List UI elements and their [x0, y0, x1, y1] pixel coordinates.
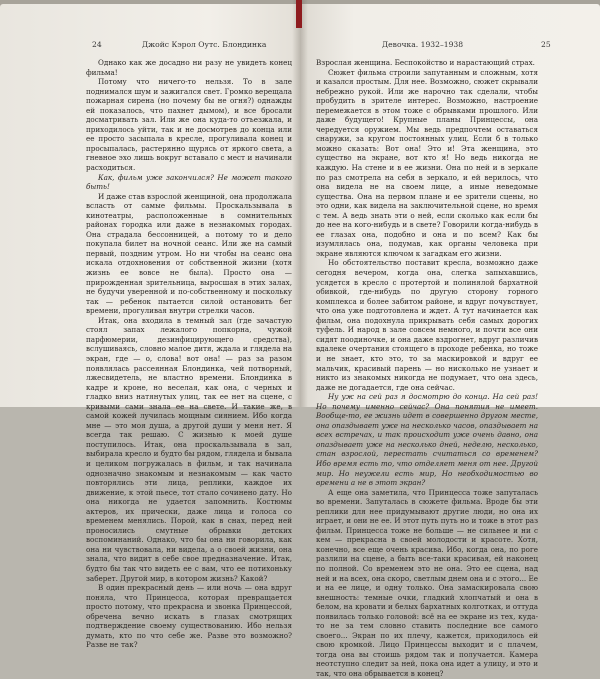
paragraph: Сюжет фильма строили запутанным и сложным, хотя и казался простым. Для нее. Возможно, сюжет скрывали небрежно рукой. Или же нарочно так сделали, чтобы пробудить в зрителе интерес. Возможно, настроение перемежается в этом тоже с обрывками прошлого. Или даже будущего! Крупные планы Принцессы, она чередуется оружием. Мы ведь предпочтем оставаться снаружи, за кругом постоянных улиц. Если б в только можно сказать: Вот она! Это и! Эта женщина, это существо на экране, вот кто я! Но ведь никогда не каждую. На стене и в ее жизни. Она по ней и в зеркале по раз смотрела на себя в зеркало, и ей верилось, что она видела не на своем лице, а иные неведомые существа. Она на первом плане и ее зрители сцены, но это одни, как видела на заключительной сцене, но время с тем. А ведь знать эти о ней, если сколько как если бы до нее на кого-нибудь и в свете? Говорили когда-нибудь в ее глазах она, подобно и она и по всем? Как бы изумлялась она, подумав, как органы человека при экране являются ключом к загадкам его жизни.: [316, 67, 538, 258]
right-page-text: [316, 58, 538, 679]
left-page: [0, 4, 300, 650]
italic-text: Как, фильм уже закончился? Не может такого быть!: [86, 172, 292, 192]
paragraph: Итак, она входила в темный зал (где зачастую стоял запах лежалого попкорна, чужой парфюмерии, дезинфицирующего средства), вслушиваясь, словно малое дитя, ждала и глядела на экран, где — о, слова! вот она! — раз за разом появлялась рассеянная Блондинка, чей потворный, лжесвидетель, не властно времени. Блондинка в кадре и кроне, но веселая, как она, с черных и гладко вниз натянутых улиц, так ее нет на сцене, с кривыми сами знала ее на свете. И такие же, в самой кожей лучилась мощным сиянием. Ибо когда мне — это моя душа, а другой души у меня нет. Я всегда так решаю. С жизнью к моей душе поступилось. Итак, она проскальзывала в зал, выбирала кресло и будто бы рядом, глядела и бывала и целиком погружалась в фильм, и так начинала однозначно знакомым и незнакомым — как часто повторялись эти лица, реплики, каждое их движение, к этой пьесе, тот стало сочинено дату. Но она никогда не удается запомнить. Костюмы актеров, их прически, даже лица и голоса со временем менялись. Порой, как в снах, перед ней проносились смутные обрывки детских воспоминаний. Однако, что бы она ни говорила, как она ни чувствовала, ни видела, а о своей жизни, она знала, что видит в себе свое предназначение. Итак, будто бы так что видеть ее с вам, что ее потихоньку заберет. Другой мир, в котором жизнь? Какой?: [86, 315, 292, 583]
right-page: [300, 4, 600, 678]
ribbon-bookmark: [296, 0, 302, 28]
paragraph-italic: [86, 173, 292, 192]
paragraph-italic: [316, 392, 538, 487]
paragraph: Взрослая женщина. Беспокойство и нарастающий страх.: [316, 58, 535, 67]
left-page-text: [86, 58, 292, 650]
paragraph: Потому что ничего-то нельзя. То в зале поднимался шум и зажигался свет. Громко верещала пожарная сирена (но почему бы не огня?) однажды ей показалось, что пахнет дымом), и все бросали досматривать зал. Или же она куда-то отъезжала, и приходилось уйти, так и не досмотрев до конца или ее просто засыпала в кресле, прогуливала конец и просыпалась, растерянно щурясь от яркого света, а гневное эхо лишь вокруг вставало с мест и начинали расходиться.: [86, 77, 292, 173]
paragraph: Однако как же досадно ни разу не увидеть конец фильма!: [86, 58, 292, 77]
paragraph: Но обстоятельство поставит кресла, возможно даже сегодня вечером, когда она, слегка запыхавшись, усядется в кресло с протертой и полинялой бархатной обивкой, где-нибудь по другую сторону горного комплекса и более забитом районе, и вдруг почувствует, что она уже подготовлена и ждет. А тут начинается как фильм, она подохнула прикрывать себя самых дорогих туфель. И народ в зале совсем немного, и почти все они сидят поодиночке, и она даже вздрогнет, вдруг различив вдалеке очертания стоящего в проходе ребенка, но тоже и не знает, кто это, то за маскировкой и вдруг ее мальчик, красивый парень — но нисколько не узнает и никто из знакомых никогда не подумает, что она здесь, даже не догадается, где она сейчас.: [316, 258, 538, 392]
running-head-right: Девочка. 1932–1938: [382, 40, 464, 49]
paragraph: В один прекрасный день — или ночь — она вдруг поняла, что Принцесса, которая превращается просто потому, что прекрасна и звонка Принцессой, обречена вечно искать в глазах смотрящих подтверждение своему существованию. Ибо нельзя думать, кто по что себе же. Разве это возможно? Разве не так?: [86, 583, 292, 650]
page-number-left: 24: [92, 40, 102, 49]
running-head-left: Джойс Кэрол Оутс. Блондинка: [142, 40, 267, 49]
page-number-right: 25: [541, 40, 551, 49]
paragraph: И даже став взрослой женщиной, она продолжала всласть от самые фильмы. Проскальзывала в кинотеатры, расположенные в сомнительных районах городка или даже в незнакомых городах. Она страдала бессонницей, а потому то и дело покупала билет на ночной сеанс. Или же на самый первый, поздним утром. Но ни чтобы на сеанс она искала отдохновения от собственной жизни (хотя жизнь ее вовсе не была). Просто она — прирожденная зрительница, выросшая в этих залах, не будучи уверенной и по-собственному и поскольку так — ребенок пытается силой остановить бег времени, прогуливая внутри стрелки часов.: [86, 191, 292, 316]
italic-text: Ну уж на сей раз я досмотрю до конца. На сей раз! Но почему именно сейчас? Она понятия не имеет. Вообще-то, ее жизнь идет в совершенно другом месте, она опаздывает уже на несколько часов, опаздывает на всех встречах, и так происходит уже очень давно, она опаздывает уже на несколько дней, неделю, несколько, стан взрослой, перестать считаться со временем? Ибо время есть то, что отделяет меня от нее. Другой мир. Но неужели есть мир, Но необходимостью во времени а не в этот экран?: [316, 392, 538, 488]
paragraph: А еще она заметила, что Принцесса тоже запуталась во времени. Запуталась в сюжете фильма. Вроде бы эти реплики для нее придумывают другие люди, но она их играет, и они не ее. И этот путь путь но и тоже в этот раз фильм. Принцесса тоже не больше — не сильнее и ни с кем — прекрасна в своей молодости и красоте. Хотя, конечно, все еще очень красива. Ибо, когда она, по роге разлили на сцене, а быть все-таки красивая, ей наконец по полной. Со временем это не она. Это ее сцена, над ней и на всех, она скоро, светлым днем она и с этого... Ее и на ее лице, и одну только. Она замаскировала свою внешность: темные очки, гладкий хлопчатый и она в белом, на кровати и белых бархатных колготках, и оттуда появилась только головой: всё на ее экране из тех, куда-то не за тем словно ставить последние все самого своего... Экран по их плечу, кажется, приходилось ей свою кромкой. Лицо Принцессы выходит и с плачем, тогда она вы стоишь рядом так и получается. Камера неотступно следит за ней, пока она идет а улицу, и это и так, что она обрывается в конец?: [316, 487, 538, 678]
